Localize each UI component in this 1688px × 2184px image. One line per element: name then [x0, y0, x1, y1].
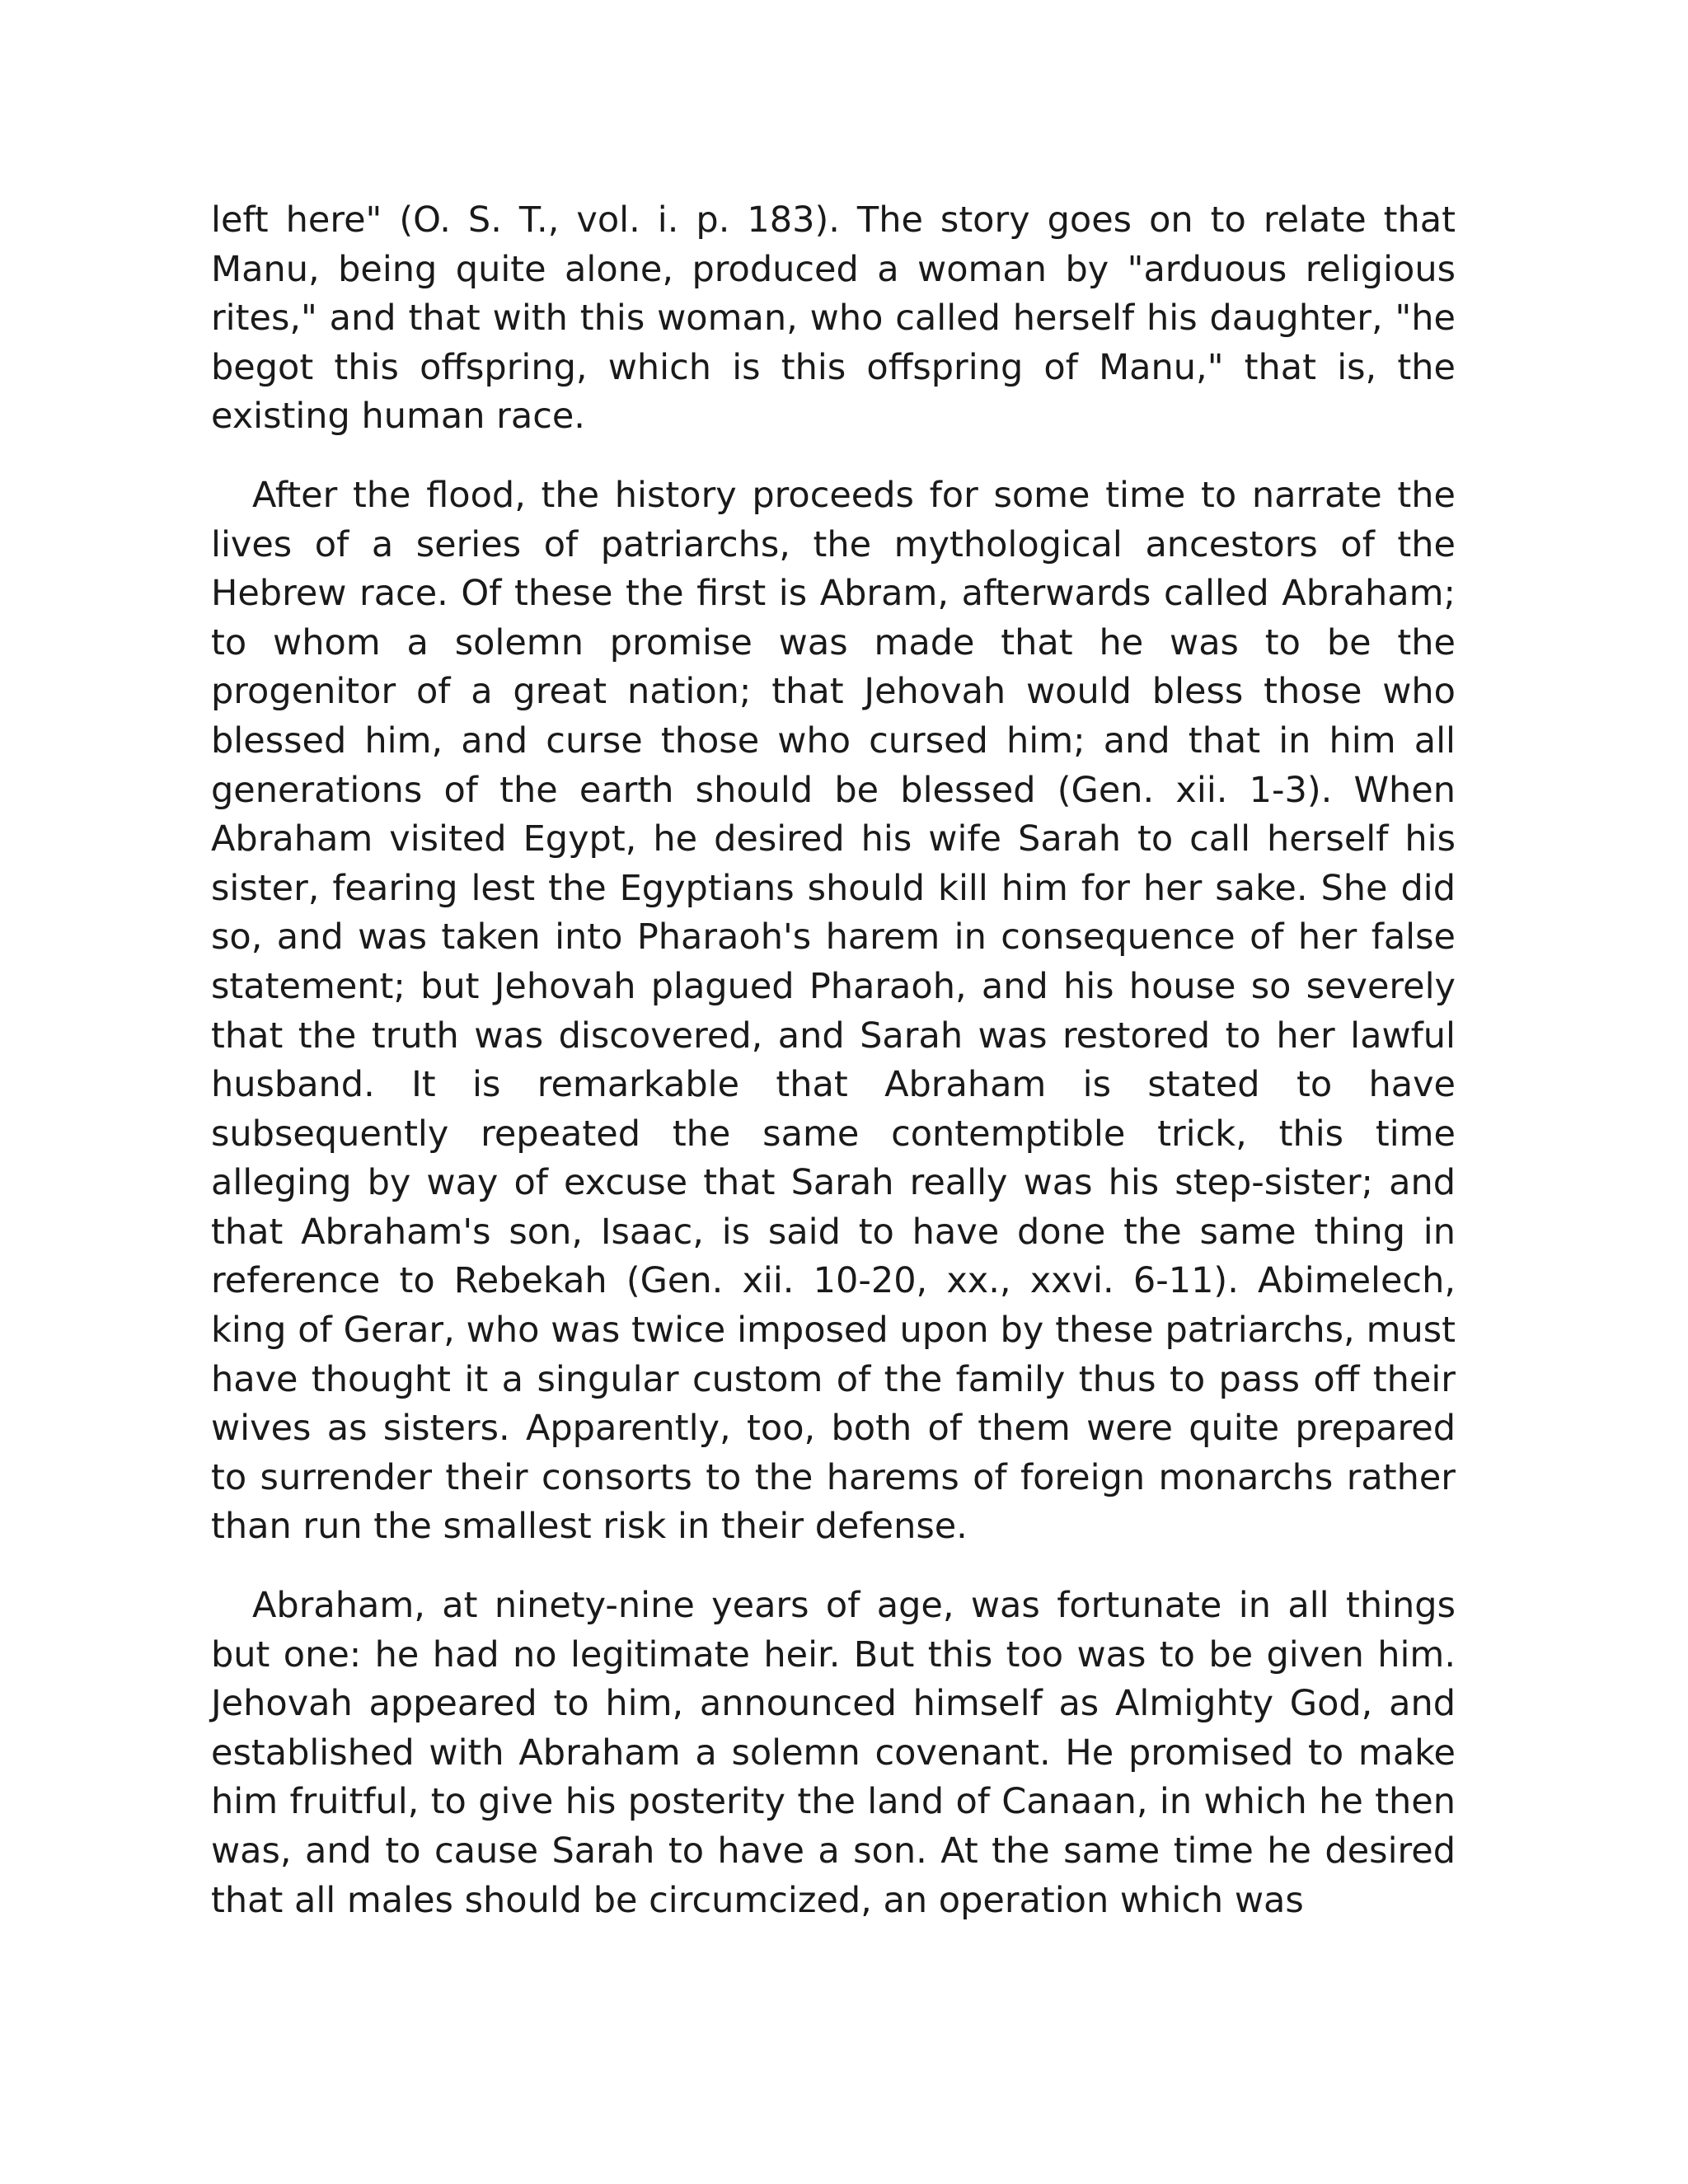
body-text [211, 196, 1456, 1925]
paragraph-covenant: Abraham, at ninety-nine years of age, was fortunate in all things but one: he had no legitimate heir. But this too was to be given him. Jehovah appeared to him, announced himself as Almighty God, and established with Abraham a solemn covenant. He promised to make him fruitful, to give his posterity the land of Canaan, in which he then was, and to cause Sarah to have a son. At the same time he desired that all males should be circumcized, an operation which was [211, 1585, 1456, 1921]
paragraph-continuation: left here" (O. S. T., vol. i. p. 183). The story goes on to relate that Manu, being quite alone, produced a woman by "arduous religious rites," and that with this woman, who called herself his daughter, "he begot this offspring, which is this offspring of Manu," that is, the existing human race. [211, 199, 1456, 438]
paragraph-patriarchs: After the flood, the history proceeds for some time to narrate the lives of a series of patriarchs, the mythological ancestors of the Hebrew race. Of these the first is Abram, afterwards called Abraham; to whom a solemn promise was made that he was to be the progenitor of a great nation; that Jehovah would bless those who blessed him, and curse those who cursed him; and that in him all generations of the earth should be blessed (Gen. xii. 1-3). When Abraham visited Egypt, he desired his wife Sarah to call herself his sister, fearing lest the Egyptians should kill him for her sake. She did so, and was taken into Pharaoh's harem in consequence of her false statement; but Jehovah plagued Pharaoh, and his house so severely that the truth was discovered, and Sarah was restored to her lawful husband. It is remarkable that Abraham is stated to have subsequently repeated the same contemptible trick, this time alleging by way of excuse that Sarah really was his step-sister; and that Abraham's son, Isaac, is said to have done the same thing in reference to Rebekah (Gen. xii. 10-20, xx., xxvi. 6-11). Abimelech, king of Gerar, who was twice imposed upon by these patriarchs, must have thought it a singular custom of the family thus to pass off their wives as sisters. Apparently, too, both of them were quite prepared to surrender their consorts to the harems of foreign monarchs rather than run the smallest risk in their defense. [211, 474, 1456, 1548]
